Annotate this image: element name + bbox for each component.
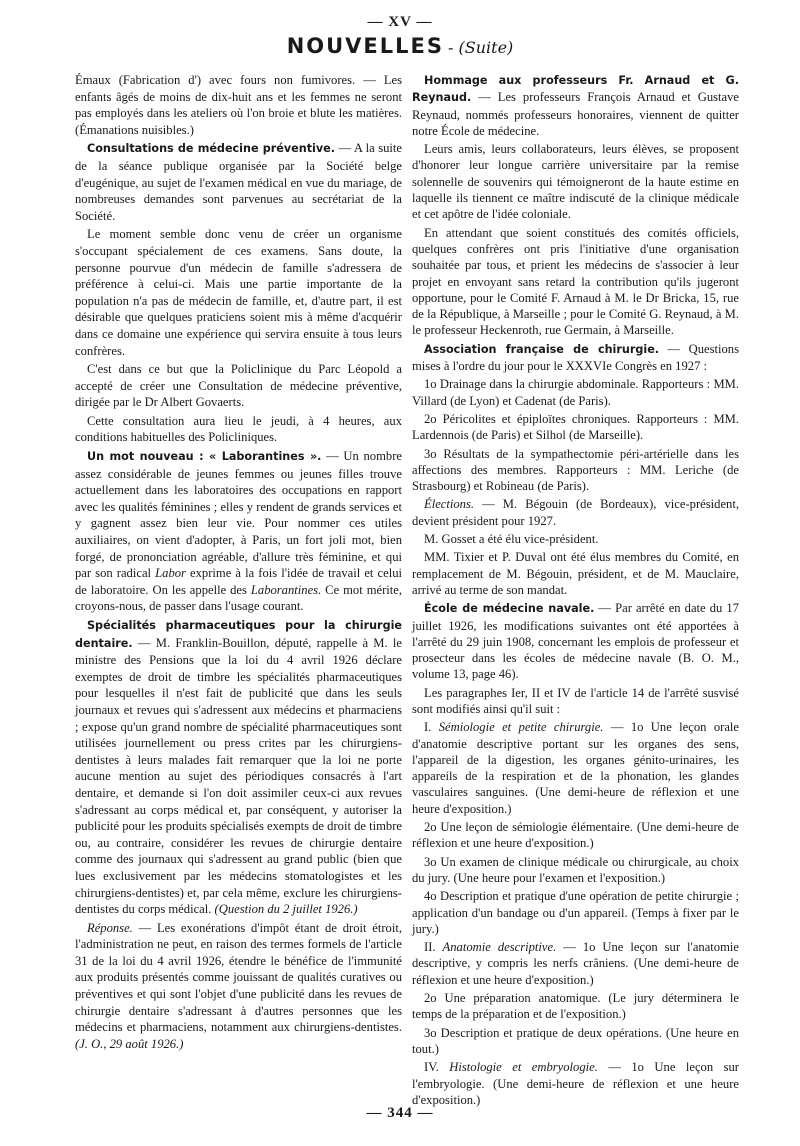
paragraph: Cette consultation aura lieu le jeudi, à 4 heures, aux conditions habituelles des Policliniques. — [75, 413, 402, 445]
list-item: 2o Une préparation anatomique. (Le jury déterminera le temps de la préparation et de l'exposition.) — [412, 991, 739, 1022]
paragraph: Émaux (Fabrication d') avec fours non fumivores. — Les enfants âgés de moins de dix-huit ans et les femmes ne seront pas employés dans les ateliers où l'on broie et blute les matières. (Émanations nuisibles.) — [75, 73, 402, 137]
article-text: — Un nombre assez considérable de jeunes femmes ou jeunes filles trouve actuellement dans les laboratoires des occupations en rapport avec les qualités féminines ; elles y rendent de grands services et y gagnent assez bien leur vie. Pour nommer ces utiles auxiliaires, on vient d'adopter, à Paris, un fort joli mot, bien forgé, de prononciation agréable, d'allure très féminine, et qui par son radical — [75, 449, 402, 581]
italic-title: Histologie et embryologie. — [449, 1060, 598, 1075]
roman-page-number: — XV — — [367, 14, 433, 30]
page-number: — 344 — — [366, 1105, 434, 1121]
article-heading: École de médecine navale. — [424, 602, 595, 616]
article-text: — A la suite de la séance publique organisée par la Société belge d'eugénique, au sujet de l'examen médical en vue du mariage, de nombreuses demandes sont parvenues au secrétariat de la Société. — [75, 141, 402, 223]
article-ecole-navale — [412, 600, 739, 682]
italic-title: Anatomie descriptive. — [442, 940, 557, 955]
article-hommage — [412, 72, 739, 139]
article-consultations — [75, 140, 402, 224]
item-label: II. — [424, 940, 436, 955]
article-text: — 1o Une leçon sur l'embryologie. (Une demi-heure de réflexion et une heure d'exposition.) — [412, 1060, 739, 1107]
article-text: — Les exonérations d'impôt étant de droit étroit, l'administration ne peut, en raison des termes formels de l'article 31 de la loi du 4 avril 1926, étendre le bénéfice de l'immunité aux produits présentés comme jouissant de qualités curatives ou préventives et qui sont l'objet d'une publicité dans les revues de chirurgie dentaire s'adressant à d'autres personnes que les médecins et pharmaciens, notamment aux chirurgiens-dentistes. — [75, 920, 402, 1035]
list-item: 2o Une leçon de sémiologie élémentaire. (Une demi-heure de réflexion et une heure d'exposition.) — [412, 820, 739, 851]
article-heading: Association française de chirurgie. — [424, 342, 660, 356]
list-item: 3o Résultats de la sympathectomie péri-artérielle dans les affections des membres. Rapporteurs : MM. Leriche (de Strasbourg) et Robineau (de Paris). — [412, 446, 739, 494]
article-text: — Les professeurs François Arnaud et Gustave Reynaud, nommés professeurs honoraires, viennent de quitter notre École de médecine. — [412, 90, 739, 138]
page-title — [0, 34, 800, 58]
italic-citation: (Question du 2 juillet 1926.) — [214, 902, 358, 917]
list-item: 4o Description et pratique d'une opération de petite chirurgie ; application d'un bandage ou d'un appareil. (Temps à fixer par le jury.) — [412, 889, 739, 936]
paragraph: Leurs amis, leurs collaborateurs, leurs élèves, se proposent d'honorer leur longue carrière universitaire par la remise solennelle de souvenirs qui témoigneront de la haute estime en laquelle ils tiennent ce maître indiscuté de la clinique médicale et cet apôtre de l'idée coloniale. — [412, 142, 739, 222]
right-column — [412, 72, 739, 1110]
paragraph: C'est dans ce but que la Policlinique du Parc Léopold a accepté de créer une Consultation de médecine préventive, dirigée par le Dr Albert Govaerts. — [75, 362, 402, 410]
article-association — [412, 341, 739, 375]
article-specialites — [75, 617, 402, 918]
paragraph: MM. Tixier et P. Duval ont été élus membres du Comité, en remplacement de M. Bégouin, président, et de M. Mauclaire, arrivé au terme de son mandat. — [412, 550, 739, 597]
article-text: Ce mot mérite, croyons-nous, de passer dans l'usage courant. — [75, 582, 403, 614]
item-label: IV. — [424, 1060, 439, 1075]
article-text: exprime à la fois l'idée de travail et celui de laboratoire. On les appelle des — [75, 566, 403, 597]
paragraph — [75, 920, 402, 1053]
item-label: I. — [424, 720, 432, 735]
list-item: 3o Description et pratique de deux opérations. (Une heure en tout.) — [412, 1025, 739, 1056]
paragraph: M. Gosset a été élu vice-président. — [424, 532, 599, 547]
italic-title: Sémiologie et petite chirurgie. — [438, 720, 604, 735]
section-title-suite: - (Suite) — [448, 38, 514, 57]
paragraph: Le moment semble donc venu de créer un organisme s'occupant spécialement de ces examens. Sans doute, la personne pourvue d'un médecin de famille s'adressera de préférence à celui-ci. Mais une partie importante de la population n'a pas de médecin de famille, et, d'autre part, il est désirable que quelques praticiens soient mis à même d'acquérir dans ce domaine une expérience qui servira ensuite à tous leurs confrères. — [75, 227, 402, 358]
article-text: — M. Franklin-Bouillon, député, rappelle à M. le ministre des Pensions que la loi du 4 avril 1926 déclare exemptes de droit de timbre les spécialités pharmaceutiques pour lesquelles il n'est fait de publicité que dans les seuls journaux et revues qui s'adressent aux médecins et pharmaciens ; expose qu'un grand nombre de spécialité pharmaceutiques sont utilisées journellement ou press crites par les chirurgiens-dentistes à leurs malades fait remarquer que la loi ne porte aucune mention au sujet des périodiques consacrés à l'art dentaire, et demande si l'on doit assimiler ceux-ci aux revues s'adressant au corps médical et, par conséquent, y autoriser la publicité pour les produits spécialisés exempts de droit de timbre ou, au contraire, considérer les revues de chirurgie dentaire comme des journaux qui s'adressent au grand public (bien que lues exclusivement par les médecins stomatologistes et les chirurgiens-dentistes) et, par cela même, exclure les chirurgiens-dentistes du corps médical. — [75, 635, 403, 917]
article-heading: Consultations de médecine préventive. — [87, 142, 336, 156]
article-text: — Questions mises à l'ordre du jour pour le XXXVIe Congrès en 1927 : — [412, 341, 739, 374]
list-item — [412, 1059, 739, 1108]
list-item: 1o Drainage dans la chirurgie abdominale. Rapporteurs : MM. Villard (de Lyon) et Cadenat (de Paris). — [412, 377, 739, 408]
list-item: 2o Péricolites et épiploïtes chroniques. Rapporteurs : MM. Lardennois (de Paris) et Silhol (de Marseille). — [412, 411, 739, 443]
article-heading: Hommage aux professeurs Fr. Arnaud et G. Reynaud. — [412, 74, 739, 105]
paragraph: En attendant que soient constitués des comités officiels, quelques confrères ont pris l'initiative d'une organisation souhaitée par tous, et prient les médecins de s'associer à leur projet en envoyant sans retard la contribution qu'ils jugeront opportune, pour le Comité F. Arnaud à M. le Dr Bricka, 15, rue de la République, à Marseille ; pour le Comité G. Reynaud, à M. le professeur Heckenroth, rue Germain, à Marseille. — [412, 225, 739, 338]
left-column — [75, 72, 402, 1054]
italic-term: Labor — [155, 566, 186, 581]
italic-term: Laborantines. — [250, 582, 322, 597]
list-item — [412, 939, 739, 988]
italic-term: Réponse. — [87, 920, 133, 935]
article-text: — 1o Une leçon orale d'anatomie descriptive portant sur les organes des sens, l'appareil de la digestion, les organes génito-urinaires, les appareils de la respiration et de la phonation, les glandes vasculaires sanguines. (Une demi-heure de réflexion et une heure d'exposition.) — [412, 720, 739, 816]
article-text: — M. Bégouin (de Bordeaux), vice-président, devient président pour 1927. — [412, 497, 739, 528]
article-heading: Un mot nouveau : « Laborantines ». — [87, 450, 322, 464]
list-item — [412, 719, 739, 817]
paragraph: Les paragraphes Ier, II et IV de l'article 14 de l'arrêté susvisé sont modifiés ainsi qu'il suit : — [412, 685, 739, 716]
list-item: 3o Un examen de clinique médicale ou chirurgicale, au choix du jury. (Une heure pour l'examen et l'exposition.) — [412, 854, 739, 885]
article-laborantines — [75, 448, 402, 615]
article-heading: Spécialités pharmaceutiques pour la chirurgie dentaire. — [75, 619, 402, 650]
paragraph — [412, 496, 739, 529]
section-title: NOUVELLES — [286, 34, 445, 58]
italic-citation: (J. O., 29 août 1926.) — [75, 1036, 184, 1051]
italic-term: Élections. — [424, 497, 475, 512]
article-text: — Par arrêté en date du 17 juillet 1926, les modifications suivantes ont été apportées à l'arrêté du 29 juin 1908, concernant les emplois de professeur et prosecteur dans les écoles de médecine navale (B. O. M., volume 13, page 46). — [412, 601, 739, 682]
article-text: — 1o Une leçon sur l'anatomie descriptive, y compris les nerfs crâniens. (Une demi-heure de réflexion et une heure d'exposition.) — [412, 940, 739, 987]
